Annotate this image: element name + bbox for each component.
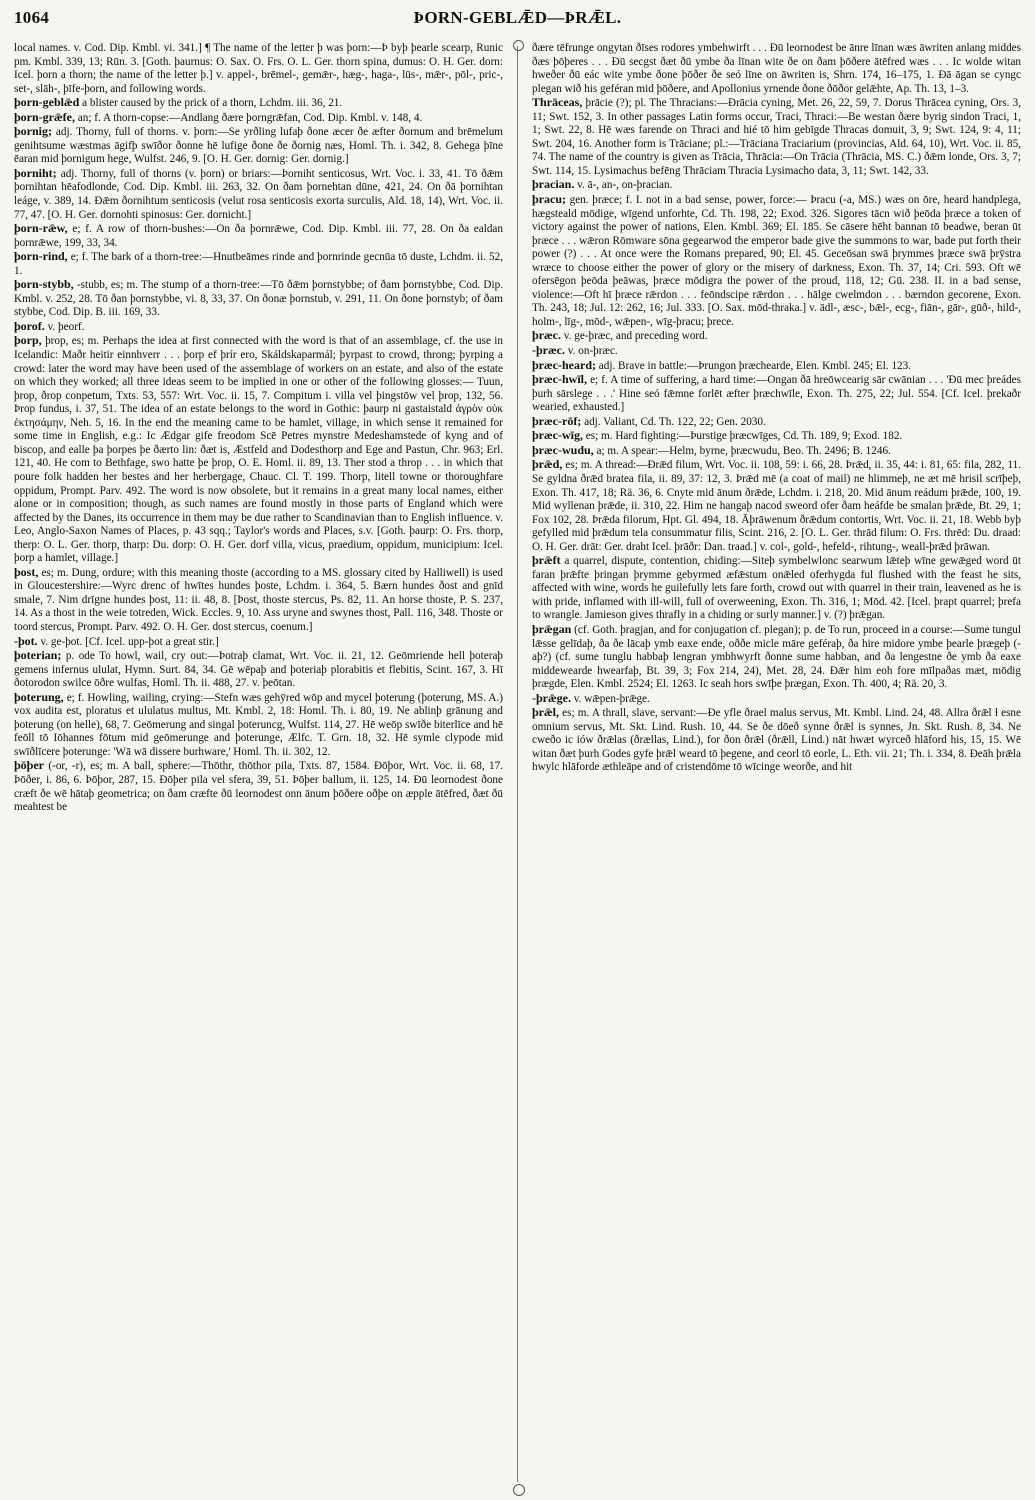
- entry-headword: þorn-grǣfe,: [14, 109, 75, 124]
- registration-mark-icon: [513, 1484, 525, 1496]
- entry-headword: þræc-rōf;: [532, 413, 582, 428]
- two-column-body: [14, 42, 1021, 1482]
- dictionary-entry: [532, 344, 1021, 359]
- entry-text: v. ge-þot. [Cf. Icel. upp-þot a great stir.]: [40, 635, 219, 648]
- entry-headword: þracu;: [532, 192, 566, 207]
- page-header: [14, 8, 1021, 42]
- entry-text: ðære tēfrunge ongytan ðīses rodores ymbehwirft . . . Ðū leornodest be ānre līnan wæs āwriten anlang middes ðæs þōþeres . . . Ðū secgst ðæt ðū ymbe ða līnan wite ðe on ðam þōðere ātēfred wæs . . . Ic wolde witan hweðer ðū eác wite ymbe ðone þōðer ðe seó līne on āwriten is, Shrn. 174, 16–175, 1. Ðā āgan se cyngc plegan wið his geféran mid þōðere, and Apollonius yrnende ðone ðōðor gelǣhte, Ap. Th. 13, 1–3.: [532, 42, 1021, 95]
- entry-headword: þracian.: [532, 177, 575, 192]
- entry-text: adj. Valiant, Cd. Th. 122, 22; Gen. 2030.: [584, 415, 766, 428]
- entry-text: a; m. A spear:—Helm, byrne, þræcwudu, Beo. Th. 2496; B. 1246.: [596, 444, 891, 457]
- dictionary-entry: [532, 96, 1021, 178]
- entry-text: es; m. A thread:—Ðrǣd filum, Wrt. Voc. ii. 108, 59: i. 66, 28. Þrǣd, ii. 35, 44: i. 81, 65: fila, 282, 11. Se gyldna ðrǣd bratea fila, ii. 89, 37: 12, 3. Þrǣd mē (a coat of mail) ne hlimmeþ, ne æt mē hrisil scrīþeþ, Exon. Th. 417, 18; Rä. 36, 6. Cnyte mid ānum ðrǣde, Lchdm. i. 218, 20. Mid ānum reádum þrǣde, 100, 19. Mid wyllenan þrǣde, ii. 310, 22. Him ne hangaþ nacod sweord ofer ðam heáfde be smalan þrǣde, Bt. 29, 1; Fox 102, 28. Þrǣda filorum, Hpt. Gl. 494, 18. Āþrāwenum ðrǣdum contortis, Wrt. Voc. ii. 21, 18. Webb byþ gefylled mid þrǣdum tela consummatur filis, Scint. 216, 2. [O. L. Ger. thrād filum: O. Frs. thrēd: Du. draad: O. H. Ger. drāt: Ger. draht Icel. þrāðr: Dan. traad.] v. col-, gold-, hefeld-, rihtung-, weall-þrǣd þrāwan.: [532, 459, 1021, 553]
- dictionary-entry: [532, 373, 1021, 415]
- entry-headword: þorn-stybb,: [14, 277, 74, 292]
- entry-headword: þorn-geblǣd: [14, 95, 80, 110]
- entry-text: e; f. A row of thorn-bushes:—On ða þornrǣwe, Cod. Dip. Kmbl. iii. 77, 28. On ða ealdan þornrǣwe, 199, 33, 34.: [14, 223, 503, 249]
- entry-headword: þrǣl,: [532, 705, 559, 720]
- dictionary-entry: [14, 635, 503, 650]
- dictionary-entry: [532, 329, 1021, 344]
- left-column: [14, 42, 503, 1482]
- entry-text: v. ge-þræc, and preceding word.: [563, 330, 708, 343]
- entry-headword: Thrāceas,: [532, 95, 583, 110]
- dictionary-entry: [14, 334, 503, 565]
- entry-headword: þræc.: [532, 328, 561, 343]
- dictionary-entry: [532, 623, 1021, 692]
- entry-text: v. ā-, an-, on-þracian.: [577, 179, 673, 192]
- dictionary-entry: [532, 554, 1021, 623]
- entry-headword: þoterung,: [14, 689, 64, 704]
- entry-headword: þrǣd,: [532, 457, 563, 472]
- entry-text: -stubb, es; m. The stump of a thorn-tree:—Tō ðǣm þornstybbe; of ðam þornstybbe, Cod. Dip. Kmbl. v. 252, 28. Tō ðan þornstybbe, vi. 8, 33, 37. On ðonæ þornstub, v. 291, 11. On ðone þornstyb; of ðam stybbe, Cod. Dip. B. iii. 169, 33.: [14, 279, 504, 319]
- entry-headword: þornig;: [14, 124, 53, 139]
- entry-text: an; f. A thorn-copse:—Andlang ðære þorngrǣfan, Cod. Dip. Kmbl. v. 148, 4.: [77, 111, 423, 124]
- dictionary-entry: [532, 458, 1021, 554]
- entry-headword: þorn-rǣw,: [14, 221, 68, 236]
- registration-mark-icon: [513, 40, 524, 51]
- entry-text: þrācie (?); pl. The Thracians:—Ðrācia cyning, Met. 26, 22, 59, 7. Dorus Thrācea cyning, Ors. 3, 11; Swt. 152, 3. In other passages Latin forms occur, Traci, Thraci:—Be westan ðære byrig sindon Traci, 1, 1; Swt. 22, 8. Hē wæs farende on Thraci and hié tō him gebīgde Thracas domuit, 3, 9; Swt. 124, 9: 4, 11; Swt. 204, 16. Another form is Trāciane; pl.:—Trāciana Traciarium (provincias, Ald. 64, 10), Wrt. Voc. ii. 85, 74. The name of the country is given as Trācia, Thrācia:—On Trācia (Thrācia, MS. C.) ðǣm londe, Ors. 3, 7; Swt. 114, 15. Lysimachus befēng Thrāciam Thracia Lysimacho data, 3, 11; Swt. 142, 33.: [532, 97, 1021, 177]
- dictionary-entry: [14, 42, 503, 96]
- dictionary-entry: [14, 222, 503, 250]
- entry-text: v. þeorf.: [47, 320, 85, 333]
- entry-headword: þrǣft: [532, 553, 561, 568]
- dictionary-entry: [14, 167, 503, 222]
- entry-text: v. wǣpen-þrǣge.: [573, 692, 650, 705]
- dictionary-entry: [14, 649, 503, 691]
- entry-headword: þrǣgan: [532, 621, 572, 636]
- entry-text: adj. Brave in battle:—Þrungon þræchearde, Elen. Kmbl. 245; El. 123.: [598, 359, 912, 372]
- entry-text: local names. v. Cod. Dip. Kmbl. vi. 341.] ¶ The name of the letter þ was þorn:—Þ byþ þearle scearp, Runic pm. Kmbl. 339, 13; Rūn. 3. [Goth. þaurnus: O. Sax. O. Frs. O. L. Ger. thorn spina, dumus: O. H. Ger. dorn: Icel. þorn a thorn; the name of the letter þ.] v. appel-, brēmel-, gemǣr-, hæg-, haga-, lūs-, mǣr-, pōl-, pric-, set-, slāh-, þīfe-þorn, and following words.: [14, 42, 503, 95]
- entry-headword: þorp,: [14, 333, 42, 348]
- dictionary-entry: [14, 320, 503, 335]
- dictionary-entry: [532, 444, 1021, 459]
- dictionary-entry: [14, 125, 503, 167]
- entry-headword: -þræc.: [532, 343, 565, 358]
- entry-text: (-or, -r), es; m. A ball, sphere:—Thōthr, thōthor pila, Txts. 87, 1584. Ðōþor, Wrt. Voc. ii. 68, 17. Þōðer, i. 86, 6. Þōþor, 287, 15. Ðōþer pila vel sfera, 39, 51. Þōþer ballum, ii. 125, 14. Ðū leornodest ðone cræft ðe wē hātaþ geometrica; on ðam cræfte ðū leornodest onn ānum þōðere oðþe on æpple ātēfred, ðæt ðū meahtest be: [14, 760, 503, 814]
- entry-headword: -þot.: [14, 633, 38, 648]
- entry-text: e; f. The bark of a thorn-tree:—Hnutbeāmes rinde and þornrinde gecnūa tō duste, Lchdm. ii. 52, 1.: [14, 251, 504, 277]
- dictionary-entry: [532, 429, 1021, 444]
- entry-headword: -þrǣge.: [532, 690, 571, 705]
- dictionary-entry: [532, 178, 1021, 193]
- column-divider: [517, 46, 518, 1482]
- dictionary-entry: [532, 692, 1021, 707]
- entry-headword: þoterian;: [14, 648, 62, 663]
- entry-text: adj. Thorny, full of thorns (v. þorn) or briars:—Þorniht senticosus, Wrt. Voc. i. 33, 41. Tō ðǣm þornihtan hēafodlonde, Cod. Dip. Kmbl. iii. 263, 32. On ðam þornehtan dūne, 421, 24. On ðā þornihtan leáge, v. 389, 14. Ðǣm ðornihtum senticosis (velut rosa senticosis exorta surculis, Ald. 18, 14), Wrt. Voc. ii. 77, 47. [O. H. Ger. dornohti spinosus: Ger. dornicht.]: [14, 167, 504, 221]
- entry-headword: þræc-hwīl,: [532, 372, 587, 387]
- dictionary-entry: [14, 111, 503, 126]
- entry-text: es; m. Dung, ordure; with this meaning thoste (according to a MS. glossary cited by Halliwell) is used in Gloucestershire:—Wyrc drenc of hwītes hundes þoste, Lchdm. i. 364, 5. Bærn hundes ðost and gnīd smale, 7. Nim drīgne hundes þost, 11: ii. 48, 8. [Þost, thoste stercus, Ps. 82, 11. An horse thoste, P. S. 237, 14. As a thost in the weie totreden, Wick. Eccles. 9, 10. Ass uryne and swynes thost, Pall. 116, 348. Thoste or toord stercus, Prompt. Parv. 492. O. H. Ger. dost stercus, coenum.]: [14, 566, 504, 633]
- dictionary-entry: [532, 415, 1021, 430]
- entry-headword: þræc-heard;: [532, 357, 596, 372]
- entry-headword: þōþer: [14, 758, 44, 773]
- dictionary-entry: [14, 759, 503, 814]
- entry-headword: þræc-wīg,: [532, 428, 583, 443]
- dictionary-entry: [14, 691, 503, 760]
- entry-text: e; f. Howling, wailing, crying:—Stefn wæs gehȳred wōp and mycel þoterung (þoterung, MS. A.) vox audita est, ploratus et ululatus multus, Mt. Kmbl. 2, 18: Homl. Th. i. 80, 19. Ne ablinþ grānung and þoterung (on helle), 68, 7. Geōmerung and singal þoteruncg, Wulfst. 114, 27. Hē weōp swīðe biterlīce and hē feōll tō Iōhannes fōtum mid geōmerunge and þoterunge, Ælfc. T. Grn. 18, 32. Hē symle clypode mid swīðlīcere þoterunge: 'Wā wā dissere burhware,' Homl. Th. ii. 302, 12.: [14, 691, 504, 758]
- entry-text: e; f. A time of suffering, a hard time:—Ongan ðā hreōwcearig sār cwānian . . . 'Ðū mec þreádes þurh sārslege . . .' Hine seó fǣmne forlēt æfter þræchwīle, Exon. Th. 275, 22; Jul. 554. [Cf. Icel. þrekaðr wearied, exhausted.]: [532, 374, 1021, 414]
- dictionary-entry: [14, 96, 503, 111]
- running-title: ÞORN-GEBLǢD—ÞRǢL.: [413, 8, 622, 27]
- entry-text: a quarrel, dispute, contention, chiding:—Siteþ symbelwlonc searwum lǣteþ wīne gewǣged word ūt faran þrǣfte þringan þrymme gebyrmed æfǣstum onǣled oferhygda ful flushed with the feast he sits, affected with wine, words he guilefully lets fare forth, crowd out with quarrel in their train, leavened as he is with pride, inflamed with ill-will, full of overweening, Exon. Th. 316, 1; Mōd. 42. [Icel. þrapt quarrel; þrefa to wrangle. Jamieson gives thrafly in a chiding or surly manner.] v. (?) þrǣgan.: [532, 555, 1021, 622]
- entry-text: v. on-þræc.: [567, 345, 618, 358]
- dictionary-entry: [14, 250, 503, 278]
- dictionary-entry: [532, 706, 1021, 775]
- page-number: 1064: [14, 8, 50, 27]
- entry-text: gen. þræce; f. I. not in a bad sense, power, force:— Þracu (-a, MS.) wæs on ōre, heard handplega, hægsteald mōdige, wīgend unforhte, Cd. Th. 198, 22; Exod. 326. Sigores tācn wið þeōda þræce a token of victory against the power of nations, Elen. Kmbl. 369; El. 185. Se cāsere hēht bannan tō beadwe, beran ūt þræce . . . wǣron Rōmware sōna gegearwod the emperor bade give the summons to war, bade put forth their power (?) . . . At once were the Romans prepared, 90; El. 45. Geceōsan swā þrymmes þræce swā þrȳstra wræce to choose either the power of glory or the misery of darkness, Exon. Th. 37, 14; Cri. 593. Oft wē ofersēgon þeōda þeāwas, þræce mōdigra the power of the proud, 118, 12; Gū. 238. II. in a bad sense, violence:—Oft hī þræce rǣrdon . . . feōndscipe rǣrdon . . . hālge cwelmdon . . . bærndon gecorene, Exon. Th. 243, 18; Jul. 12: 262, 16; Jul. 333. [O. Sax. mōd-thraka.] v. ādl-, æsc-, bǣl-, ecg-, fiān-, gār-, gūð-, hild-, holm-, līg-, mōd-, wǣpen-, wīg-þracu; þrece.: [532, 194, 1021, 328]
- entry-headword: þorniht;: [14, 165, 57, 180]
- entry-headword: þorof.: [14, 318, 45, 333]
- entry-text: (cf. Goth. þragjan, and for conjugation cf. plegan); p. de To run, proceed in a course:—Sume tungul lǣsse gelīdaþ, ða ðe lācaþ ymb eaxe ende, oððe micle māre geféraþ, ða hire midore ymbe þearle þrægeþ (-aþ?) (cf. sume tunglu habbaþ lengran ymbhwyrft ðonne sume habban, and ða lengestne ðe ymb ða eaxe middewearde hwearfaþ, Bt. 39, 3; Fox 214, 24), Met. 28, 24. Ðǣr him eoh fore mīlpaðas mæt, mōdig þrægde, Elen. Kmbl. 2524; El. 1263. Ic seah hors swīþe þrægan, Exon. Th. 400, 4; Rä. 20, 3.: [532, 623, 1021, 691]
- entry-text: es; m. A thrall, slave, servant:—Ðe yfle ðrael malus servus, Mt. Kmbl. Lind. 24, 48. Allra ðrǣl ɫ esne omnium servus, Mt. Skt. Lind. Rush. 10, 44. Se ðe dōeð synne ðrǣl is synnes, Jn. Skt. Rush. 8, 34. Ne cweðo ic iów ðrǣlas (ðrællas, Lind.), for ðon ðrǣl (ðrǣll, Lind.) nāt hwæt wyrceð hlāford his, 15, 15. Wē witan ðæt þurh Godes gyfe þrǣl weard tō þegene, and ceorl tō eorle, L. Eth. vii. 21; Th. i. 334, 8. Ðeāh þrǣla hwylc hlāforde æthleāpe and of cristendōme tō wīcinge weorðe, and hit: [532, 707, 1021, 774]
- dictionary-entry: [532, 42, 1021, 96]
- right-column: [532, 42, 1021, 1482]
- dictionary-entry: [532, 359, 1021, 374]
- entry-text: þrop, es; m. Perhaps the idea at first connected with the word is that of an assemblage, cf. the use in Icelandic: Maðr heitir einnhverr . . . þorp ef þrír ero, Skáldskaparmál; þyrpast to crowd, throng; þyrping a crowd: later the word may have been used of the assemblage of workers on an estate, and also of the estate on which they worked; all three ideas seem to be implied in one or other of the following glosses:— Tuun, þrop, ðrop conpetum, Txts. 53, 557: Wrt. Voc. ii. 15, 7. Compitum i. villa vel þingstōw vel þrop, 132, 56. Þrop fundus, i. 37, 51. The idea of an estate belongs to the word in Gothic: þaurp ni gastaistald ἀγρὸν οὐκ ἐκτησάμην, Neh. 5, 16. In the end the meaning came to be hamlet, village, in which sense it remained for some time in English, e.g.: Ic Ædgar gife freodom Scē Petres mynstre Medeshamstede of kyng and of biscop, and ealle þa þorpes þe ðærto lin: ðæt is, Æstfeld and Dodesthorp and Ege and Pastun, Chr. 963; Erl. 121, 40. He com to Bethfage, swo hatte þe þrop, O. E. Homl. ii. 89, 13. Ther stod a throp . . . in which that poure folk hadden her bestes and her herbergage, Chauc. Cl. T. 199. Thorp, litell towne or thoroughfare oppidum, Prompt. Parv. 492. The word is now obsolete, but it remains in a great many local names, either alone or in composition; though, as such names are found mostly in those parts of England which were affected by the Danes, its occurrence in them may be due rather to Scandinavian than to English influence. v. Leo, Anglo-Saxon Names of Places, p. 43 sqq.; Taylor's words and Places, s.v. [Goth. þaurp: O. Frs. thorp, therp: O. L. Ger. thorp, tharp: Du. dorp: O. H. Ger. dorf villa, vicus, praedium, oppidum, municipium: Icel. þorp a hamlet, village.]: [14, 335, 503, 565]
- dictionary-entry: [532, 193, 1021, 329]
- dictionary-entry: [14, 566, 503, 635]
- entry-text: adj. Thorny, full of thorns. v. þorn:—Se yrðling lufaþ ðone æcer ðe æfter ðornum and brēmelum genihtsume wæstmas āgifþ swīðor ðonne hē lufige ðone ðe ðornig næs, Homl. Th. i. 342, 8. Gehega þīne ēaran mid þornigum hege, Wulfst. 246, 9. [O. H. Ger. dornig: Ger. dornig.]: [14, 126, 503, 166]
- entry-text: a blister caused by the prick of a thorn, Lchdm. iii. 36, 21.: [82, 97, 343, 110]
- dictionary-entry: [14, 278, 503, 320]
- entry-headword: þorn-rind,: [14, 249, 68, 264]
- entry-headword: þost,: [14, 564, 39, 579]
- entry-text: es; m. Hard fighting:—Þurstige þræcwīges, Cd. Th. 189, 9; Exod. 182.: [585, 430, 903, 443]
- entry-text: p. ode To howl, wail, cry out:—Þotraþ clamat, Wrt. Voc. ii. 21, 12. Geōmriende hell þoteraþ gemens infernus ululat, Hymn. Surt. 84, 34. Gē wēpaþ and þoteriaþ plorabitis et flebitis, Scint. 167, 3. Hī ðotorodon swilce ōðre wulfas, Homl. Th. ii. 488, 27. v. þeōtan.: [14, 650, 504, 690]
- entry-headword: þræc-wudu,: [532, 442, 594, 457]
